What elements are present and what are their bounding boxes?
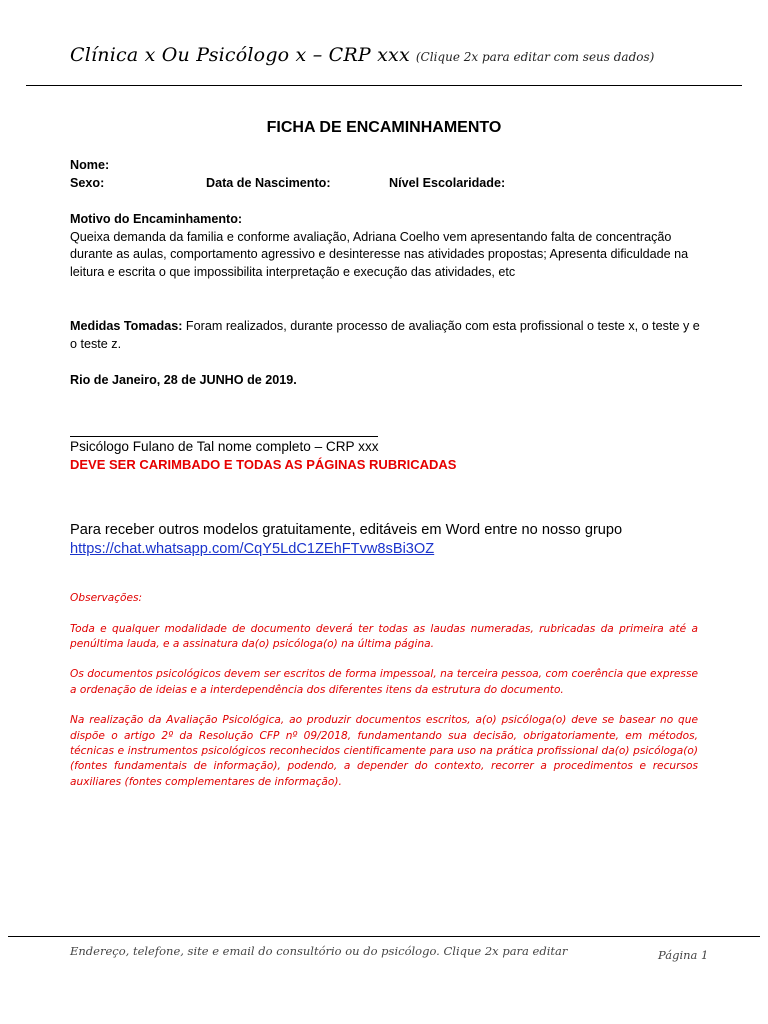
page-header[interactable] xyxy=(70,44,654,66)
promo-section xyxy=(70,521,622,559)
observation-2: Os documentos psicológicos devem ser escritos de forma impessoal, na terceira pessoa, com coerência que expresse a ordenação de ideias e a interdependência dos diferentes itens da estrutura do documento. xyxy=(70,668,698,696)
footer-divider xyxy=(8,936,760,937)
field-sexo: Sexo: xyxy=(70,175,105,190)
medidas-label: Medidas Tomadas: xyxy=(70,319,183,333)
field-nome: Nome: xyxy=(70,158,110,172)
footer-text[interactable]: Endereço, telefone, site e email do consultório ou do psicólogo. Clique 2x para editar xyxy=(70,944,568,958)
motivo-text: Queixa demanda da familia e conforme avaliação, Adriana Coelho vem apresentando falta de concentração durante as aulas, comportamento agressivo e desinteresse nas atividades propostas; Apresenta dificuldade na leitura e escrita o que impossibilita interpretação e execução das atividades, etc xyxy=(70,229,689,279)
medidas-section xyxy=(70,318,700,353)
field-nascimento: Data de Nascimento: xyxy=(206,175,331,190)
whatsapp-link[interactable]: https://chat.whatsapp.com/CqY5LdC1ZEhFTvw8sBi3OZ xyxy=(70,541,435,557)
medidas-text: Foram realizados, durante processo de avaliação com esta profissional o teste x, o teste y e o teste z. xyxy=(70,319,700,351)
promo-text: Para receber outros modelos gratuitamente, editáveis em Word entre no nosso grupo xyxy=(70,522,623,538)
page-number: Página 1 xyxy=(658,948,709,962)
header-title: Clínica x Ou Psicólogo x – CRP xxx xyxy=(70,44,410,66)
field-escolaridade: Nível Escolaridade: xyxy=(389,175,506,190)
header-edit-note: (Clique 2x para editar com seus dados) xyxy=(415,50,655,64)
signature-line xyxy=(70,436,378,437)
document-title: FICHA DE ENCAMINHAMENTO xyxy=(266,119,502,136)
observations-label: Observações: xyxy=(70,592,143,604)
observations xyxy=(70,591,698,805)
observation-1: Toda e qualquer modalidade de documento deverá ter todas as laudas numeradas, rubricadas da primeira até a penúltima lauda, e a assinatura da(o) psicóloga(o) na última página. xyxy=(70,622,698,650)
patient-fields xyxy=(70,157,700,192)
stamp-notice: DEVE SER CARIMBADO E TODAS AS PÁGINAS RUBRICADAS xyxy=(70,457,457,472)
signature-name: Psicólogo Fulano de Tal nome completo – CRP xxx xyxy=(70,439,379,454)
motivo-section xyxy=(70,211,700,281)
date-line: Rio de Janeiro, 28 de JUNHO de 2019. xyxy=(70,373,297,387)
header-divider xyxy=(26,85,742,86)
observation-3: Na realização da Avaliação Psicológica, ao produzir documentos escritos, a(o) psicóloga(o) deve se basear no que dispõe o artigo 2º da Resolução CFP nº 09/2018, fundamentando sua decisão, obrigatoriamente, em métodos, técnicas e instrumentos psicológicos reconhecidos cientificamente para uso na prática profissional da(o) psicóloga(o) (fontes fundamentais de informação), podendo, a depender do contexto, recorrer a procedimentos e recursos auxiliares (fontes complementares de informação). xyxy=(70,714,698,788)
motivo-label: Motivo do Encaminhamento: xyxy=(70,212,243,226)
